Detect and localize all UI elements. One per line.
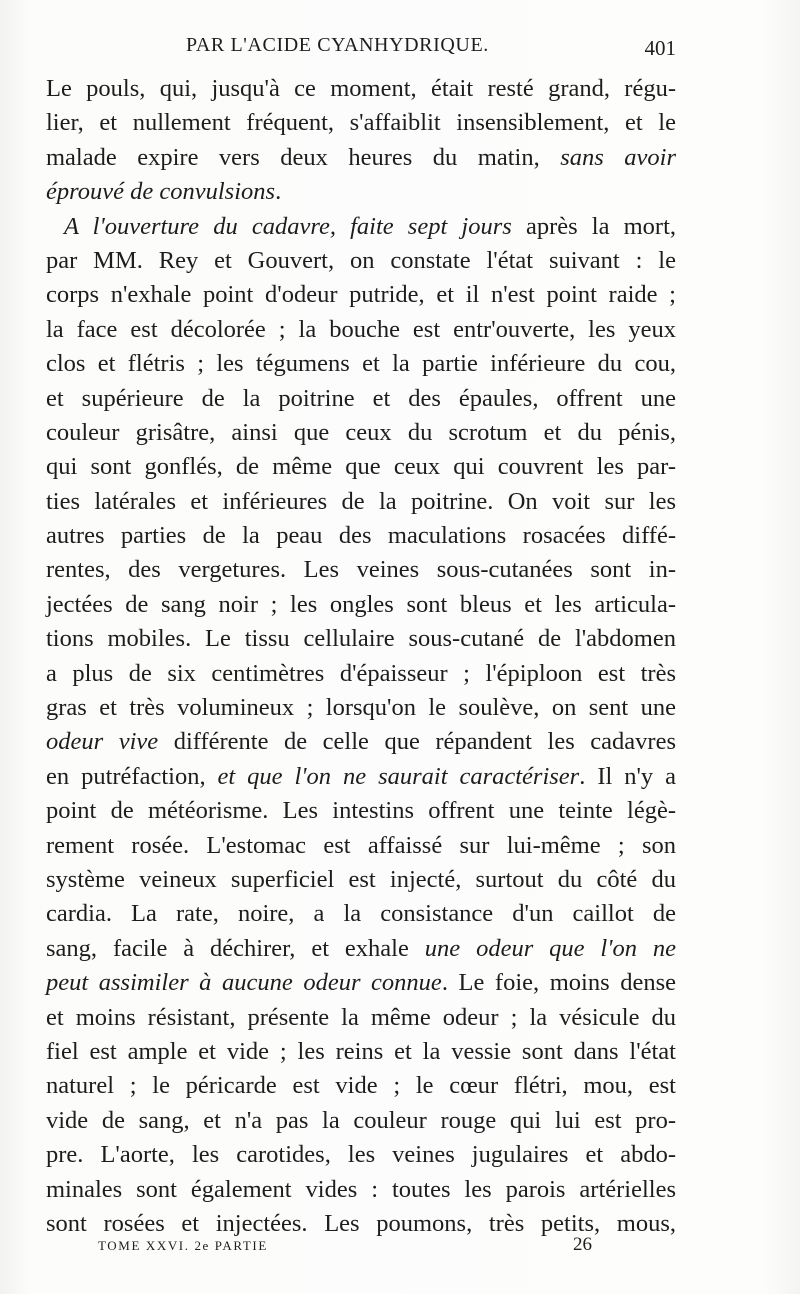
text-line bbox=[46, 932, 676, 966]
text-line bbox=[46, 210, 676, 244]
running-title: PAR L'ACIDE CYANHYDRIQUE. bbox=[186, 34, 489, 56]
text-segment: et moins résistant, présente la même odeur ; la vésicule du bbox=[46, 1003, 676, 1031]
text-line bbox=[46, 829, 676, 863]
text-line bbox=[46, 1104, 676, 1138]
text-segment: gras et très volumineux ; lorsqu'on le soulève, on sent une bbox=[46, 694, 676, 722]
text-line bbox=[46, 966, 676, 1000]
text-line bbox=[46, 72, 676, 106]
text-line bbox=[46, 278, 676, 312]
text-segment: rement rosée. L'estomac est affaissé sur lui-même ; son bbox=[46, 831, 676, 859]
text-segment: Le pouls, qui, jusqu'à ce moment, était resté grand, régu- bbox=[46, 75, 676, 102]
text-segment: fiel est ample et vide ; les reins et la vessie sont dans l'état bbox=[46, 1037, 676, 1065]
text-segment: qui sont gonflés, de même que ceux qui couvrent les par- bbox=[46, 453, 676, 481]
text-line bbox=[46, 588, 676, 622]
text-line bbox=[46, 897, 676, 931]
text-segment: minales sont également vides : toutes les parois artérielles bbox=[46, 1175, 676, 1203]
text-line bbox=[46, 416, 676, 450]
text-line bbox=[46, 382, 676, 416]
text-segment: cardia. La rate, noire, a la consistance d'un caillot de bbox=[46, 900, 676, 928]
text-line bbox=[46, 519, 676, 553]
text-line bbox=[46, 106, 676, 140]
italic-text: une odeur que l'on ne bbox=[424, 934, 677, 962]
text-segment: jectées de sang noir ; les ongles sont bleus et les articula- bbox=[46, 590, 676, 618]
italic-text: et que l'on ne saurait caractériser bbox=[217, 762, 580, 790]
text-segment: ties latérales et inférieures de la poitrine. On voit sur les bbox=[46, 487, 676, 515]
running-head bbox=[46, 34, 676, 64]
text-segment: par MM. Rey et Gouvert, on constate l'état suivant : le bbox=[46, 246, 676, 274]
text-line bbox=[46, 1001, 676, 1035]
text-line bbox=[46, 553, 676, 587]
sheet-number: 26 bbox=[573, 1234, 592, 1255]
text-segment: lier, et nullement fréquent, s'affaiblit insensiblement, et le bbox=[46, 109, 676, 137]
text-line bbox=[46, 244, 676, 278]
text-line bbox=[46, 622, 676, 656]
text-segment: après la mort, bbox=[511, 212, 676, 240]
page-number: 401 bbox=[644, 36, 676, 60]
text-line bbox=[46, 725, 676, 759]
text-segment: pre. L'aorte, les carotides, les veines jugulaires et abdo- bbox=[46, 1141, 676, 1169]
text-line bbox=[46, 175, 676, 209]
text-segment: vide de sang, et n'a pas la couleur rouge qui lui est pro- bbox=[46, 1106, 676, 1134]
text-line bbox=[46, 657, 676, 691]
body-text bbox=[46, 72, 676, 1241]
italic-text: odeur vive bbox=[46, 728, 159, 756]
text-line bbox=[46, 1035, 676, 1069]
text-segment: . Le foie, moins dense bbox=[441, 969, 676, 997]
italic-text: éprouvé de convulsions bbox=[46, 178, 276, 206]
text-segment: . Il n'y a bbox=[579, 762, 676, 790]
italic-text: sans avoir bbox=[560, 143, 676, 171]
text-segment: et supérieure de la poitrine et des épaules, offrent une bbox=[46, 384, 676, 412]
text-line bbox=[46, 1173, 676, 1207]
text-line bbox=[46, 313, 676, 347]
text-line bbox=[46, 794, 676, 828]
text-segment: . bbox=[275, 178, 282, 206]
text-segment: malade expire vers deux heures du matin, bbox=[46, 143, 561, 171]
text-line bbox=[46, 1069, 676, 1103]
text-segment: clos et flétris ; les tégumens et la partie inférieure du cou, bbox=[46, 350, 676, 378]
text-segment: a plus de six centimètres d'épaisseur ; l'épiploon est très bbox=[46, 659, 676, 687]
page-footer bbox=[98, 1234, 618, 1258]
text-segment: système veineux superficiel est injecté, surtout du côté du bbox=[46, 865, 676, 893]
text-segment: différente de celle que répandent les cadavres bbox=[158, 728, 676, 756]
text-segment: autres parties de la peau des maculations rosacées diffé- bbox=[46, 522, 676, 550]
text-line bbox=[46, 760, 676, 794]
text-segment: corps n'exhale point d'odeur putride, et il n'est point raide ; bbox=[46, 281, 676, 309]
text-segment: sont rosées et injectées. Les poumons, très petits, mous, bbox=[46, 1209, 676, 1237]
text-segment: la face est décolorée ; la bouche est entr'ouverte, les yeux bbox=[46, 315, 676, 343]
text-line bbox=[46, 141, 676, 175]
text-segment: naturel ; le péricarde est vide ; le cœur flétri, mou, est bbox=[46, 1072, 676, 1100]
text-segment: point de météorisme. Les intestins offrent une teinte légè- bbox=[46, 797, 676, 825]
text-segment: couleur grisâtre, ainsi que ceux du scrotum et du pénis, bbox=[46, 418, 676, 446]
text-segment: en putréfaction, bbox=[46, 762, 218, 790]
text-line bbox=[46, 347, 676, 381]
text-line bbox=[46, 1138, 676, 1172]
text-segment: rentes, des vergetures. Les veines sous-cutanées sont in- bbox=[46, 556, 676, 584]
italic-text: peut assimiler à aucune odeur connue bbox=[46, 969, 442, 997]
text-segment: tions mobiles. Le tissu cellulaire sous-cutané de l'abdomen bbox=[46, 625, 676, 653]
text-line bbox=[46, 863, 676, 897]
text-line bbox=[46, 450, 676, 484]
text-segment: sang, facile à déchirer, et exhale bbox=[46, 934, 425, 962]
signature-mark: TOME XXVI. 2e PARTIE bbox=[98, 1238, 268, 1253]
italic-text: A l'ouverture du cadavre, faite sept jours bbox=[64, 212, 512, 240]
text-line bbox=[46, 691, 676, 725]
text-line bbox=[46, 485, 676, 519]
